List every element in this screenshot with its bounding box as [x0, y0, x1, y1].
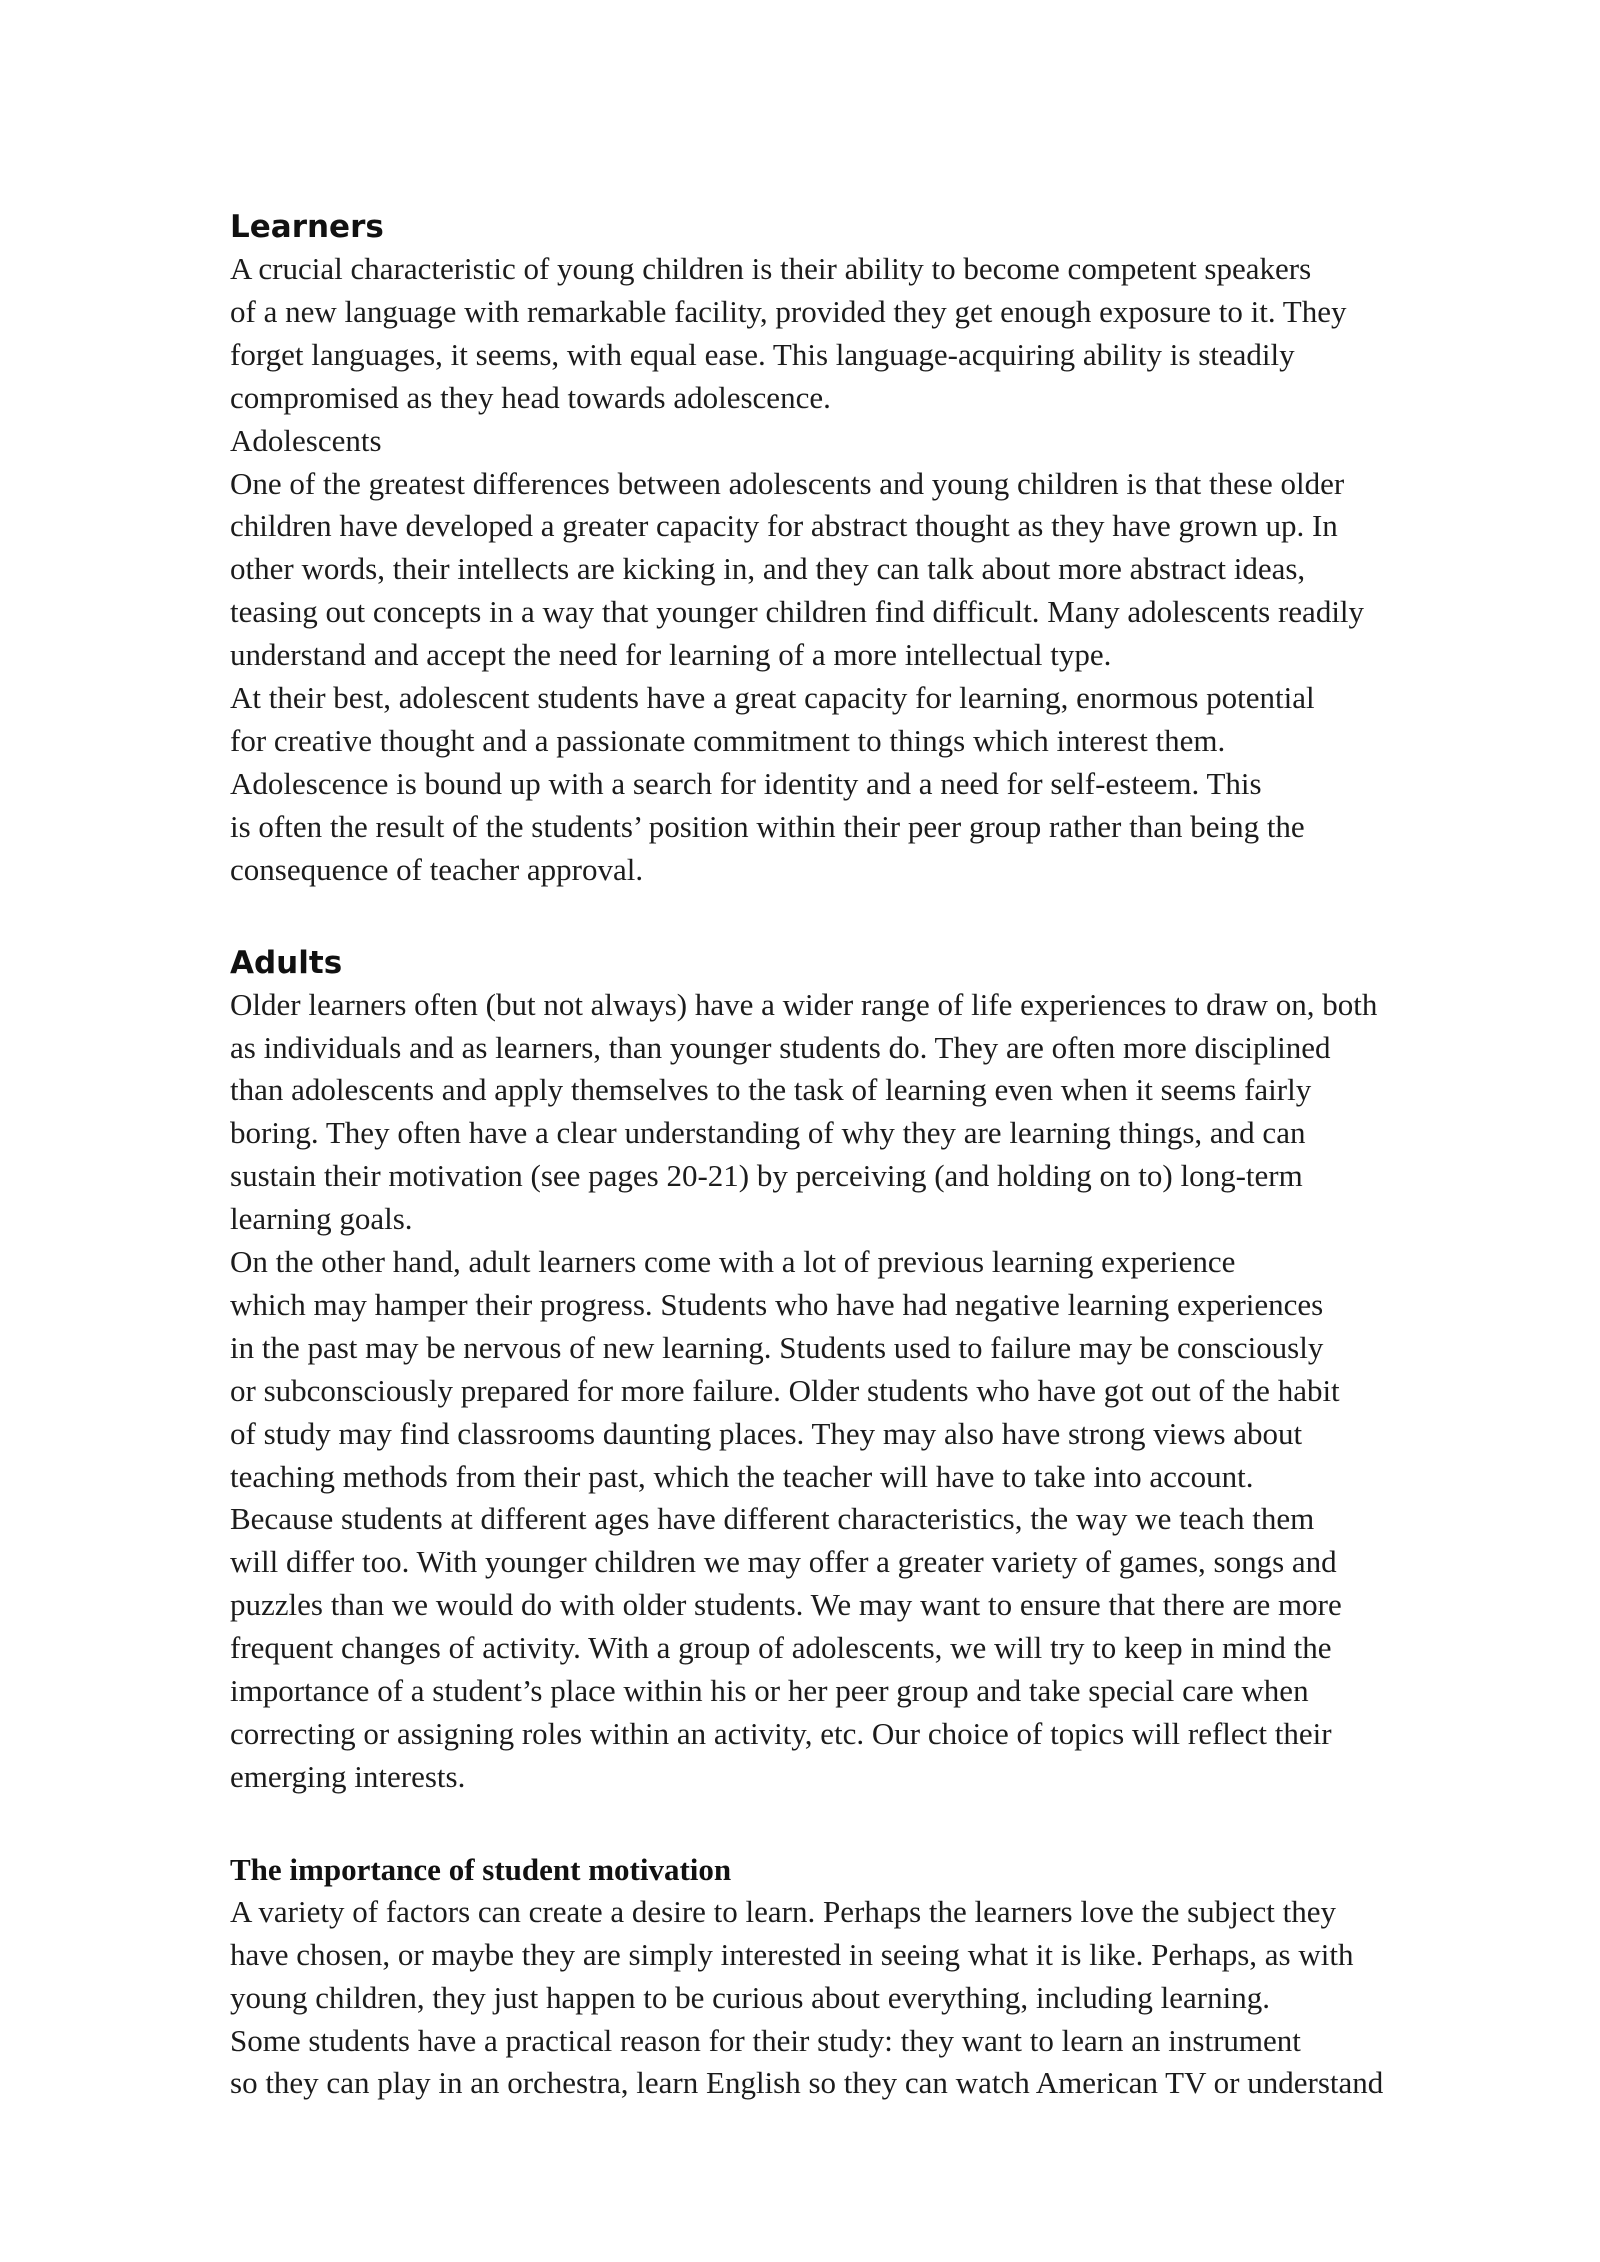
section-adults	[230, 942, 1520, 1799]
text-line: importance of a student’s place within his or her peer group and take special care when	[230, 1673, 1309, 1709]
text-line: frequent changes of activity. With a group of adolescents, we will try to keep in mind the	[230, 1630, 1332, 1666]
text-line: One of the greatest differences between adolescents and young children is that these older	[230, 465, 1345, 501]
section-heading: Adults	[230, 944, 343, 981]
text-line: teasing out concepts in a way that younger children find difficult. Many adolescents readily	[230, 594, 1365, 630]
text-line: will differ too. With younger children we may offer a greater variety of games, songs and	[230, 1544, 1337, 1580]
text-line: On the other hand, adult learners come with a lot of previous learning experience	[230, 1244, 1236, 1280]
text-line: in the past may be nervous of new learning. Students used to failure may be consciously	[230, 1329, 1324, 1365]
text-line: have chosen, or maybe they are simply interested in seeing what it is like. Perhaps, as with	[230, 1936, 1354, 1972]
text-line: A crucial characteristic of young children is their ability to become competent speakers	[230, 251, 1312, 286]
text-line: puzzles than we would do with older students. We may want to ensure that there are more	[230, 1587, 1342, 1623]
text-line: sustain their motivation (see pages 20-21) by perceiving (and holding on to) long-term	[230, 1158, 1303, 1194]
text-line: for creative thought and a passionate commitment to things which interest them.	[230, 722, 1226, 758]
text-line: Adolescence is bound up with a search for identity and a need for self-esteem. This	[230, 765, 1262, 801]
text-line: of study may find classrooms daunting places. They may also have strong views about	[230, 1415, 1303, 1451]
section-spacer	[230, 892, 1520, 942]
section-heading: Learners	[230, 209, 384, 245]
text-line: so they can play in an orchestra, learn English so they can watch American TV or understand	[230, 2065, 1384, 2101]
text-line: or subconsciously prepared for more failure. Older students who have got out of the habit	[230, 1372, 1340, 1408]
document-page	[230, 206, 1520, 2105]
text-line: young children, they just happen to be curious about everything, including learning.	[230, 1979, 1270, 2015]
text-line: is often the result of the students’ position within their peer group rather than being the	[230, 808, 1305, 844]
text-line: consequence of teacher approval.	[230, 851, 644, 887]
text-line: other words, their intellects are kicking in, and they can talk about more abstract ideas,	[230, 551, 1306, 587]
text-line: as individuals and as learners, than younger students do. They are often more disciplined	[230, 1029, 1331, 1065]
section-heading: The importance of student motivation	[230, 1851, 732, 1887]
text-line: Older learners often (but not always) have a wider range of life experiences to draw on, both	[230, 986, 1378, 1022]
text-line: forget languages, it seems, with equal ease. This language-acquiring ability is steadily	[230, 336, 1295, 372]
text-line: correcting or assigning roles within an activity, etc. Our choice of topics will reflect their	[230, 1716, 1332, 1751]
text-line: Some students have a practical reason for their study: they want to learn an instrument	[230, 2022, 1301, 2058]
text-line: learning goals.	[230, 1201, 413, 1237]
text-line: children have developed a greater capacity for abstract thought as they have grown up. In	[230, 508, 1338, 544]
text-line: boring. They often have a clear understanding of why they are learning things, and can	[230, 1115, 1306, 1151]
text-line: Because students at different ages have different characteristics, the way we teach them	[230, 1501, 1315, 1537]
text-line: than adolescents and apply themselves to the task of learning even when it seems fairly	[230, 1072, 1312, 1108]
text-line: compromised as they head towards adolescence.	[230, 379, 831, 415]
text-line: which may hamper their progress. Students who have had negative learning experiences	[230, 1286, 1324, 1322]
text-line: At their best, adolescent students have a great capacity for learning, enormous potential	[230, 680, 1315, 716]
subheading-adolescents: Adolescents	[230, 422, 382, 458]
section-spacer	[230, 1799, 1520, 1849]
section-motivation	[230, 1849, 1520, 2106]
section-learners	[230, 206, 1520, 892]
text-line: teaching methods from their past, which the teacher will have to take into account.	[230, 1458, 1254, 1494]
text-line: of a new language with remarkable facility, provided they get enough exposure to it. They	[230, 293, 1347, 329]
text-line: A variety of factors can create a desire to learn. Perhaps the learners love the subject they	[230, 1893, 1337, 1929]
text-line: emerging interests.	[230, 1758, 466, 1794]
text-line: understand and accept the need for learning of a more intellectual type.	[230, 637, 1112, 673]
